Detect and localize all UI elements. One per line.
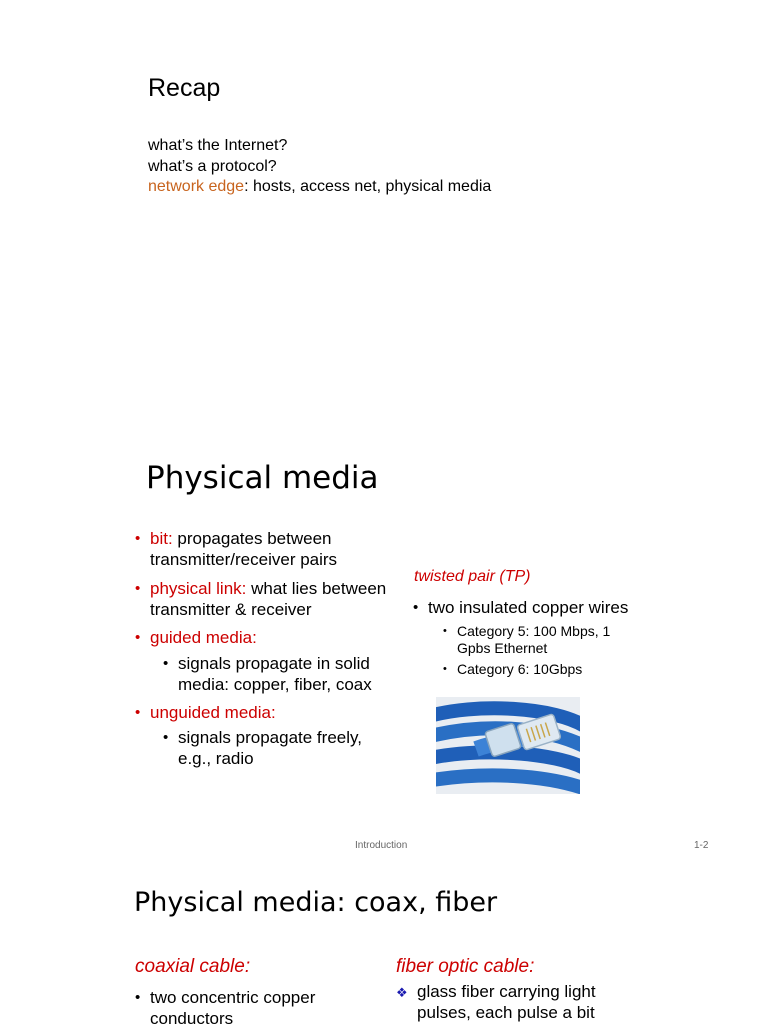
bullet-text: glass fiber carrying light — [417, 982, 596, 1001]
bullet-physical-link — [150, 579, 386, 620]
tp-sub-cat5 — [457, 623, 610, 657]
slide-footer-center: Introduction — [355, 840, 408, 851]
slide1-title: Recap — [148, 74, 221, 102]
bullet-guided-media — [150, 628, 257, 649]
bullet-text: Category 5: 100 Mbps, 1 — [457, 623, 611, 639]
tp-bullet — [428, 598, 628, 619]
sub-bullet-unguided — [178, 728, 362, 769]
edge-rest: : hosts, access net, physical media — [244, 178, 492, 195]
slide2-title: Physical media — [146, 460, 379, 496]
bullet-text: transmitter/receiver pairs — [150, 549, 338, 569]
bullet-bit — [150, 529, 337, 570]
recap-line-edge — [148, 177, 491, 197]
tp-sub-cat6 — [457, 661, 582, 678]
bullet-text: e.g., radio — [178, 748, 254, 768]
recap-line-internet: what’s the Internet? — [148, 137, 288, 154]
fiber-heading: fiber optic cable: — [396, 956, 535, 977]
slide3-title: Physical media: coax, fiber — [134, 887, 498, 918]
sub-bullet-guided — [178, 654, 372, 695]
bullet-text: what lies between — [246, 579, 387, 598]
bullet-text: two insulated copper wires — [428, 598, 629, 617]
recap-line-protocol: what’s a protocol? — [148, 158, 277, 175]
bullet-text: pulses, each pulse a bit — [417, 1002, 595, 1022]
bullet-text: propagates between — [172, 529, 332, 548]
bullet-text: transmitter & receiver — [150, 599, 312, 619]
bullet-text: Category 6: 10Gbps — [457, 661, 583, 677]
bullet-term: unguided media: — [150, 703, 276, 722]
edge-term: network edge — [148, 178, 245, 195]
bullet-unguided-media — [150, 703, 276, 724]
bullet-term: guided media: — [150, 628, 257, 647]
bullet-term: physical link: — [150, 579, 247, 598]
slide-number: 1-2 — [694, 840, 709, 851]
bullet-term: bit: — [150, 529, 173, 548]
coax-bullet — [150, 988, 315, 1029]
bullet-text: conductors — [150, 1008, 234, 1028]
bullet-text: signals propagate in solid — [178, 654, 370, 673]
coax-heading: coaxial cable: — [135, 956, 251, 977]
twisted-pair-cable-image — [436, 697, 580, 794]
bullet-text: Gpbs Ethernet — [457, 640, 548, 656]
diamond-bullet-icon: ❖ — [396, 985, 408, 1000]
bullet-text: signals propagate freely, — [178, 728, 362, 747]
bullet-text: media: copper, fiber, coax — [178, 674, 372, 694]
fiber-bullet — [396, 982, 596, 1023]
twisted-pair-heading: twisted pair (TP) — [414, 568, 531, 585]
bullet-text: two concentric copper — [150, 988, 316, 1007]
